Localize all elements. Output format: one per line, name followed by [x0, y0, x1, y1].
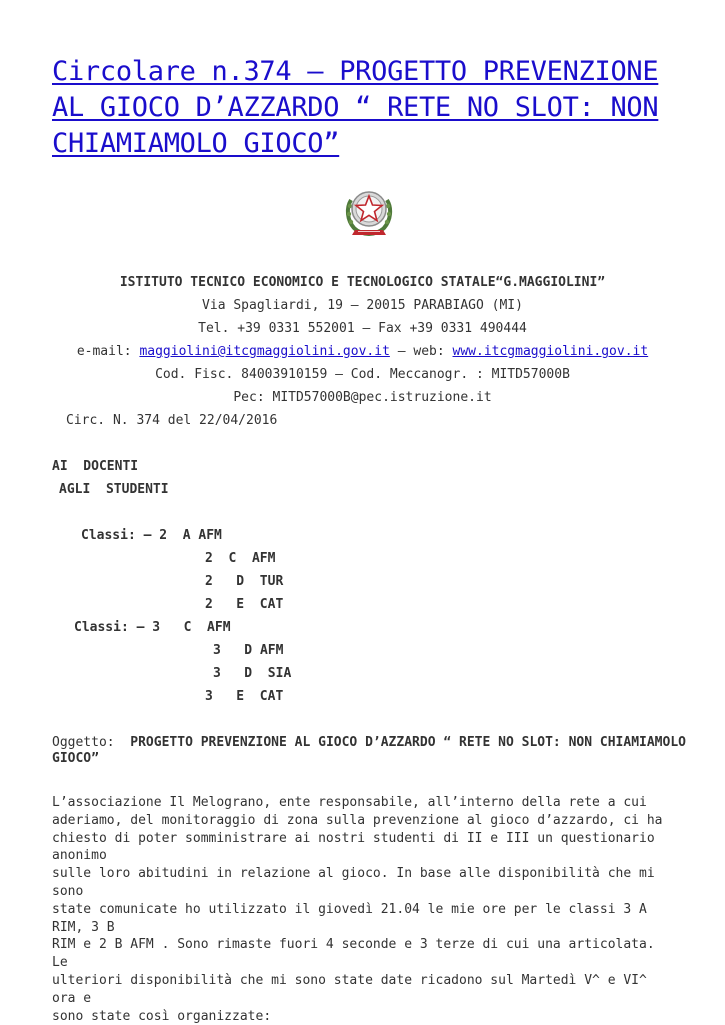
email-label: e-mail:: [76, 344, 140, 359]
institute-contacts: [0, 342, 725, 362]
institute-pec: Pec: MITD57000B@pec.istruzione.it: [233, 390, 492, 405]
institute-codes: Cod. Fisc. 84003910159 – Cod. Meccanogr. : MITD57000B: [155, 367, 570, 382]
recipient-studenti: AGLI STUDENTI: [59, 482, 169, 497]
institute-name: ISTITUTO TECNICO ECONOMICO E TECNOLOGICO STATALE“G.MAGGIOLINI”: [119, 275, 606, 290]
web-label: – web:: [389, 344, 453, 359]
classes-label-second: Classi: – 2 A AFM: [81, 528, 222, 543]
class-item: 3 D AFM: [213, 643, 284, 658]
email-link[interactable]: maggiolini@itcgmaggiolini.gov.it: [139, 344, 390, 359]
web-link[interactable]: www.itcgmaggiolini.gov.it: [452, 344, 649, 359]
class-item: 3 D SIA: [213, 666, 292, 681]
subject-line: [52, 733, 686, 753]
class-item: 3 E CAT: [205, 689, 284, 704]
class-item: 2 C AFM: [205, 551, 276, 566]
subject-label: Oggetto:: [52, 735, 115, 750]
circular-reference: Circ. N. 374 del 22/04/2016: [66, 413, 278, 428]
classes-label-third: Classi: – 3 C AFM: [74, 620, 231, 635]
subject-text: PROGETTO PREVENZIONE AL GIOCO D’AZZARDO “ RETE NO SLOT: NON CHIAMIAMOLO: [130, 735, 686, 750]
body-paragraph: L’associazione Il Melograno, ente responsabile, all’interno della rete a cui aderiamo, del monitoraggio di zona sulla prevenzione al gioco d’azzardo, ci ha chiesto di poter somministrare ai nostri studenti di II e III un questionario anonimo sulle loro abitudini in relazione al gioco. In base alle disponibilità che mi sono state comunicate ho utilizzato il giovedì 21.04 le mie ore per le classi 3 A RIM, 3 B RIM e 2 B AFM . Sono rimaste fuori 4 seconde e 3 terze di cui una articolata. Le ulteriori disponibilità che mi sono state date ricadono sul Martedì V^ e VI^ ora e sono state così organizzate:: [52, 795, 663, 1024]
recipient-docenti: AI DOCENTI: [52, 459, 139, 474]
subject-text-continued: GIOCO”: [52, 751, 99, 766]
institute-address: Via Spagliardi, 19 – 20015 PARABIAGO (MI): [202, 298, 523, 313]
class-item: 2 D TUR: [205, 574, 284, 589]
class-item: 2 E CAT: [205, 597, 284, 612]
italian-republic-emblem-icon: [342, 182, 396, 240]
institute-phone: Tel. +39 0331 552001 – Fax +39 0331 490444: [198, 321, 527, 336]
page-title[interactable]: Circolare n.374 – PROGETTO PREVENZIONE AL GIOCO D’AZZARDO “ RETE NO SLOT: NON CHIAMIAMOLO GIOCO”: [52, 56, 659, 159]
